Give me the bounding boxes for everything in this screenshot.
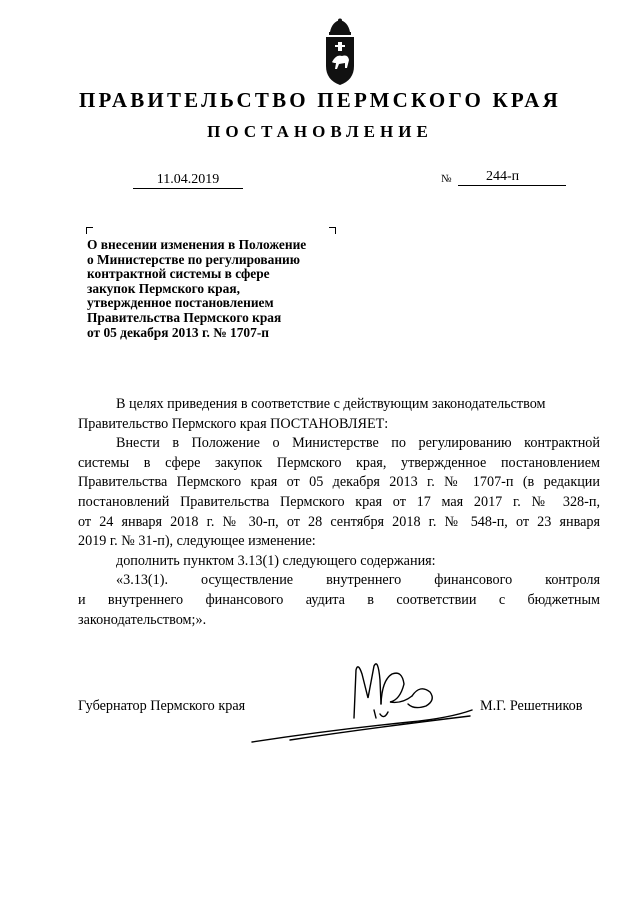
subject-line: о Министерстве по регулированию xyxy=(87,251,301,267)
handwritten-signature-icon xyxy=(250,640,480,750)
number-label: № xyxy=(441,173,452,185)
subject-corner-left xyxy=(86,227,93,234)
subject-line: О внесении изменения в Положение xyxy=(87,237,307,252)
document-body xyxy=(78,395,600,630)
subject-line: контрактной системы в сфере xyxy=(87,266,270,282)
amendment-line: Правительства Пермского края от 05 декабря 2013 г. № 1707-п (в редакции xyxy=(78,474,600,491)
amendment-line: постановлений Правительства Пермского края от 17 мая 2017 г. № 328-п, xyxy=(78,493,600,510)
amendment-line: системы в сфере закупок Пермского края, утвержденное постановлением xyxy=(78,454,600,471)
amendment-line: Внести в Положение о Министерстве по регулированию контрактной xyxy=(116,435,600,452)
subject-corner-right xyxy=(329,227,336,234)
signatory-name: М.Г. Решетников xyxy=(480,698,583,714)
government-title: ПРАВИТЕЛЬСТВО ПЕРМСКОГО КРАЯ xyxy=(78,88,561,112)
subject-line: от 05 декабря 2013 г. № 1707-п xyxy=(87,324,269,340)
amendment-line: от 24 января 2018 г. № 30-п, от 28 сентября 2018 г. № 548-п, от 23 января xyxy=(78,513,600,530)
amendment-line: 2019 г. № 31-п), следующее изменение: xyxy=(78,533,316,550)
coat-of-arms-icon xyxy=(320,18,360,88)
subject-line: утвержденное постановлением xyxy=(87,295,274,311)
new-clause-line: и внутреннего финансового аудита в соответствии с бюджетным xyxy=(78,591,600,608)
preamble-line: В целях приведения в соответствие с действующим законодательством xyxy=(116,396,546,412)
instruction-line: дополнить пунктом 3.13(1) следующего содержания: xyxy=(116,552,436,569)
document-date: 11.04.2019 xyxy=(133,171,243,189)
subject-line: Правительства Пермского края xyxy=(87,309,282,325)
document-number: 244-п xyxy=(458,168,566,186)
subject-line: закупок Пермского края, xyxy=(87,280,240,296)
document-subject xyxy=(87,238,347,340)
preamble-line: Правительство Пермского края ПОСТАНОВЛЯЕТ: xyxy=(78,415,389,432)
signatory-position: Губернатор Пермского края xyxy=(78,698,246,714)
new-clause-line: законодательством;». xyxy=(78,611,207,628)
document-type: ПОСТАНОВЛЕНИЕ xyxy=(207,122,433,141)
new-clause-line: «3.13(1). осуществление внутреннего финансового контроля xyxy=(116,572,600,589)
